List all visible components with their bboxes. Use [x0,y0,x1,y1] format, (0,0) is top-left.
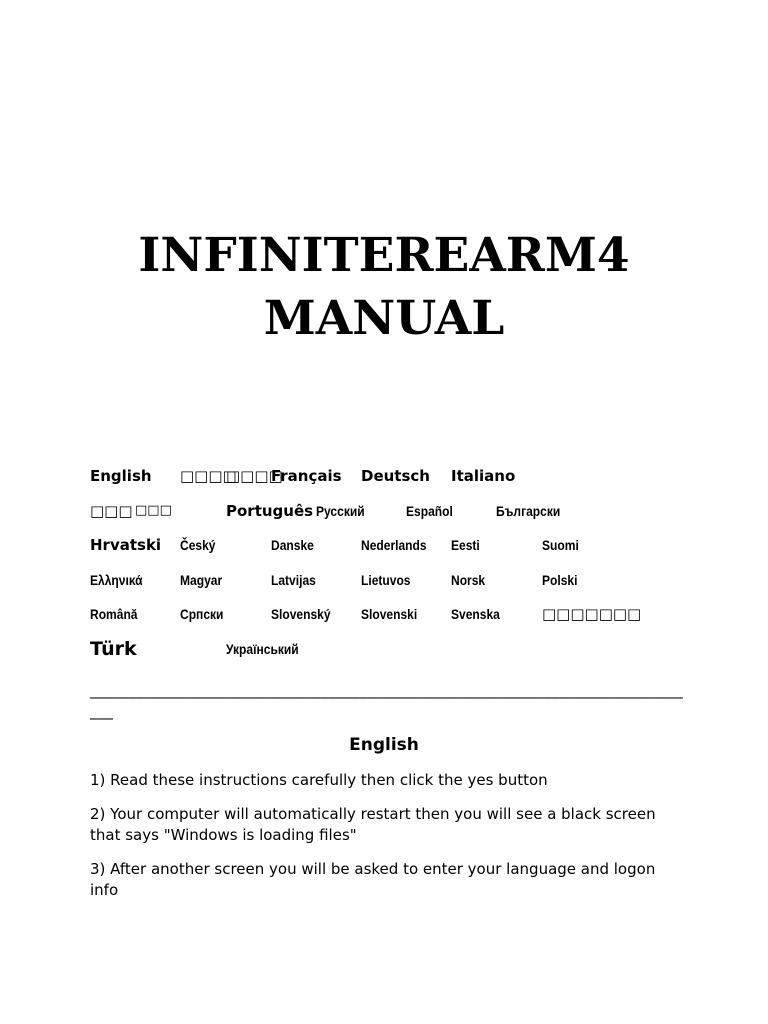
instruction-step: 2) Your computer will automatically restart then you will see a black screen that says "Windows is loading files" [90,805,656,844]
language-row [90,635,710,670]
language-link-serbian[interactable]: Српски [180,606,224,622]
language-link-espanol[interactable]: Español [406,502,453,519]
language-row [90,600,710,635]
language-link-nederlands[interactable]: Nederlands [361,537,427,553]
language-row [90,462,710,497]
language-link-english[interactable]: English [90,467,152,485]
language-link[interactable]: □□□ [90,501,133,520]
language-link-svenska[interactable]: Svenska [451,606,500,622]
instruction-list [90,770,680,914]
title-line-2: MANUAL [263,291,505,346]
language-link-bulgarian[interactable]: Български [496,502,561,519]
language-row [90,497,710,532]
language-link-hrvatski[interactable]: Hrvatski [90,536,162,554]
language-list [90,462,710,669]
instruction-step: 3) After another screen you will be asked to enter your language and logon info [90,860,656,899]
language-link-deutsch[interactable]: Deutsch [361,467,430,485]
language-link-greek[interactable]: Ελληνικά [90,571,143,588]
language-link-ukrainian[interactable]: Український [226,640,299,657]
language-link-slovenski[interactable]: Slovenski [361,606,418,622]
language-link-norsk[interactable]: Norsk [451,571,486,588]
language-link[interactable]: □□□□ [180,467,237,485]
language-link-latvijas[interactable]: Latvijas [271,571,316,588]
language-link-turk[interactable]: Türk [90,637,137,660]
language-link-portugues[interactable]: Português [226,501,314,520]
language-link-magyar[interactable]: Magyar [180,571,223,588]
language-link-francais[interactable]: Français [271,467,342,485]
document-title [0,224,768,350]
language-row [90,566,710,601]
language-link[interactable]: □□□□ [226,467,283,485]
language-link-russian[interactable]: Русский [316,502,365,519]
language-link[interactable]: □□□ [135,502,172,518]
title-line-1: INFINITEREARM4 [138,228,630,283]
language-link-danske[interactable]: Danske [271,537,314,553]
language-link-suomi[interactable]: Suomi [542,537,579,553]
language-link-cesky[interactable]: Český [180,537,216,553]
separator-line: ________________________________________________________________________________ [90,681,683,720]
language-link-romana[interactable]: Română [90,606,138,622]
language-link-lietuvos[interactable]: Lietuvos [361,571,411,588]
instruction-step: 1) Read these instructions carefully then click the yes button [90,771,548,789]
language-link-polski[interactable]: Polski [542,571,578,588]
language-link-eesti[interactable]: Eesti [451,537,480,553]
language-link[interactable]: □□□□□□□ [542,605,642,623]
language-link-slovensky[interactable]: Slovenský [271,606,331,622]
language-link-italiano[interactable]: Italiano [451,467,516,485]
section-heading: English [349,735,419,755]
language-row [90,531,710,566]
